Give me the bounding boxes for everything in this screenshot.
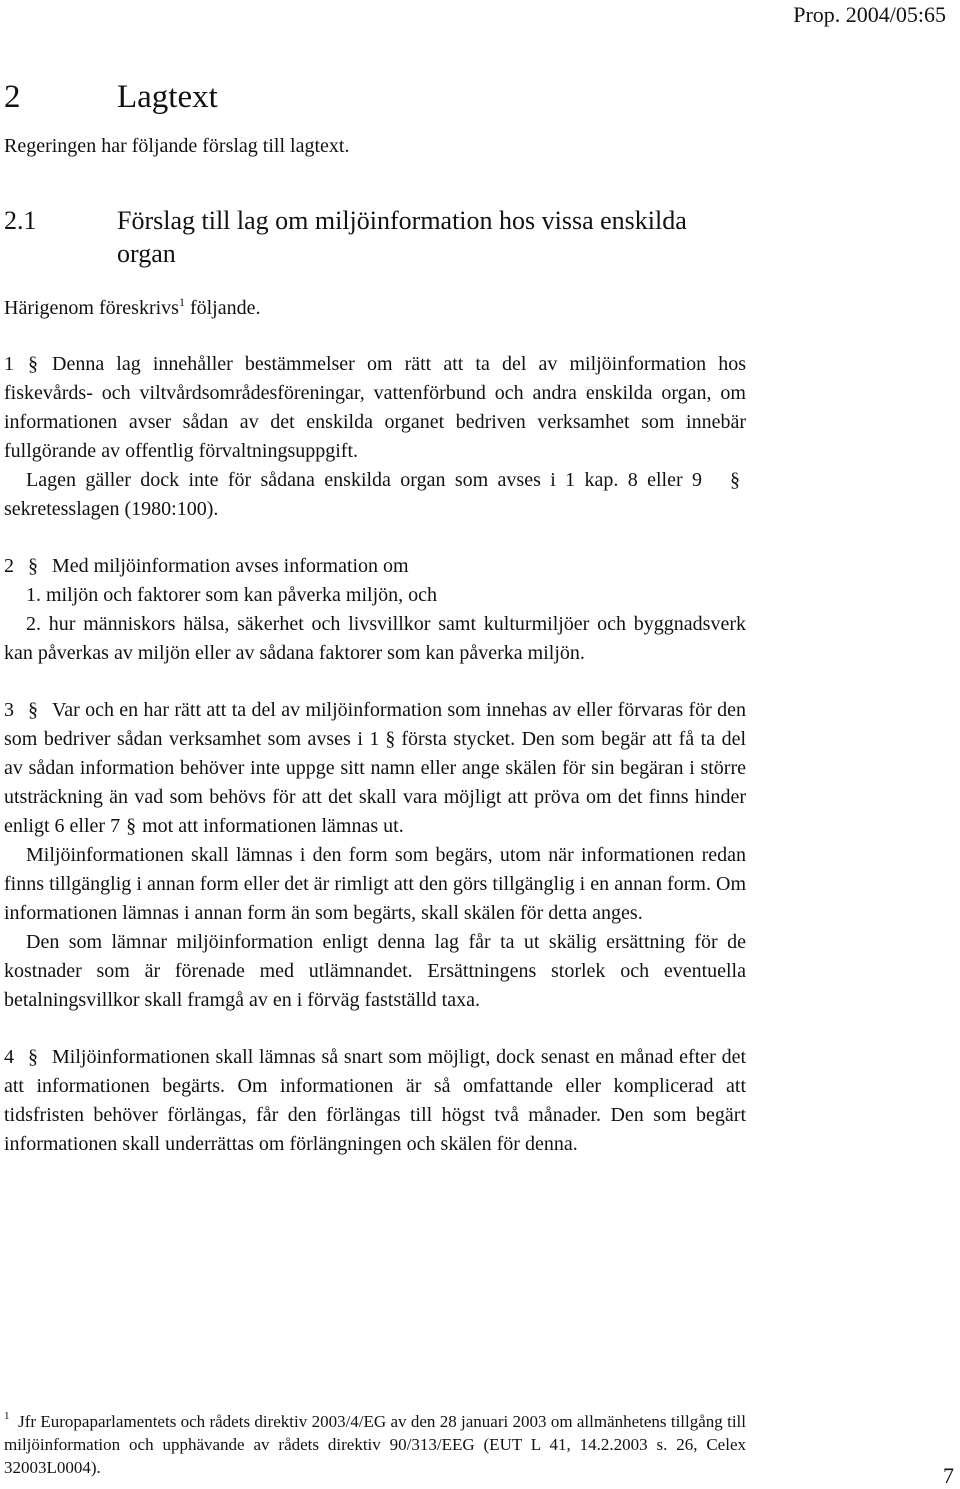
section-sign: § <box>730 469 740 491</box>
paragraph-number: 2 <box>4 555 14 577</box>
list-item-2: 2. hur människors hälsa, säkerhet och livsvillkor samt kulturmiljöer och byggnadsverk kan påverkas av miljön eller av sådana faktorer som kan påverka miljön. <box>4 613 746 664</box>
paragraph-text: Miljöinformationen skall lämnas så snart som möjligt, dock senast en månad efter det att informationen begärts. Om informationen är så omfattande eller komplicerad att tidsfristen behöver förlängas, får den förlängas till högst två månader. Den som begärt informationen skall underrättas om förlängningen och skälen för denna. <box>4 1046 746 1155</box>
paragraph-3-text-1 <box>4 696 746 841</box>
lead-paragraph: Regeringen har följande förslag till lagtext. <box>4 135 350 157</box>
document-reference: Prop. 2004/05:65 <box>793 2 946 27</box>
paragraph-1-text-1 <box>4 350 746 466</box>
section-sign: § <box>28 353 38 375</box>
paragraph-3-text-3: Den som lämnar miljöinformation enligt denna lag får ta ut skälig ersättning för de kostnader som är förenade med utlämnandet. Ersättningens storlek och eventuella betalningsvillkor skall framgå av en i förväg fastställd taxa. <box>4 931 746 1011</box>
paragraph-text: Var och en har rätt att ta del av miljöinformation som innehas av eller förvaras för den som bedriver sådan verksamhet som avses i 1 <box>4 699 746 750</box>
section-heading <box>4 204 746 270</box>
paragraph-text: sekretesslagen (1980:100). <box>4 498 219 520</box>
paragraph-4 <box>4 1043 746 1159</box>
paragraph-number: 4 <box>4 1046 14 1068</box>
section-sign: § <box>28 1046 38 1068</box>
enactment-text: Härigenom föreskrivs <box>4 297 179 319</box>
main-content <box>4 78 746 1159</box>
paragraph-1-text-2 <box>4 466 746 524</box>
footnote-mark: 1 <box>4 1410 10 1422</box>
chapter-number: 2 <box>4 79 21 115</box>
paragraph-text: Lagen gäller dock inte för sådana enskilda organ som avses i 1 kap. 8 eller 9 <box>26 469 702 491</box>
paragraph-text: mot att informationen lämnas ut. <box>142 815 404 837</box>
section-title: Förslag till lag om miljöinformation hos vissa enskilda organ <box>117 206 687 268</box>
paragraph-text: första stycket. Den som begär att få ta del av sådan information behöver inte uppge sitt namn eller ange skälen för sin begäran i större utsträckning än vad som behövs för att det skall vara möjligt att pröva om det finns hinder enligt 6 eller 7 <box>4 728 747 837</box>
section-sign: § <box>385 728 396 750</box>
paragraph-text: Denna lag innehåller bestämmelser om rätt att ta del av miljöinformation hos fiskevårds- och viltvårdsområdesföreningar, vattenförbund och andra enskilda organ, om informationen avser sådan av det enskilda organet bedriven verksamhet som innebär fullgörande av offentlig förvaltningsuppgift. <box>4 353 746 462</box>
paragraph-number: 1 <box>4 353 14 375</box>
paragraph-4-text <box>4 1043 746 1159</box>
section-sign: § <box>126 815 137 837</box>
section-number: 2.1 <box>4 206 37 235</box>
paragraph-3-text-2: Miljöinformationen skall lämnas i den form som begärs, utom när informationen redan finns tillgänglig i annan form eller det är rimligt att den görs tillgänglig i en annan form. Om informationen lämnas i annan form än som begärts, skall skälen för detta anges. <box>4 844 746 924</box>
paragraph-number: 3 <box>4 699 14 721</box>
chapter-title: Lagtext <box>117 79 218 115</box>
paragraph-2-text <box>4 552 746 581</box>
enactment-clause <box>4 295 746 321</box>
section-sign: § <box>28 555 38 577</box>
footnote-text <box>4 1410 746 1479</box>
footnote-body: Jfr Europaparlamentets och rådets direktiv 2003/4/EG av den 28 januari 2003 om allmänhetens tillgång till miljöinformation och upphävande av rådets direktiv 90/313/EEG (EUT L 41, 14.2.2003 s. 26, Celex 32003L0004). <box>4 1412 746 1477</box>
page-number: 7 <box>943 1463 954 1488</box>
paragraph-1 <box>4 350 746 524</box>
section-sign: § <box>28 699 38 721</box>
paragraph-3 <box>4 696 746 1015</box>
paragraph-text: Med miljöinformation avses information om <box>52 555 409 577</box>
footnote-reference: 1 <box>178 295 185 309</box>
paragraph-2 <box>4 552 746 668</box>
enactment-text-end: följande. <box>184 297 261 319</box>
chapter-heading <box>4 78 746 116</box>
list-item-1: 1. miljön och faktorer som kan påverka miljön, och <box>26 584 438 606</box>
footnote <box>4 1410 746 1479</box>
